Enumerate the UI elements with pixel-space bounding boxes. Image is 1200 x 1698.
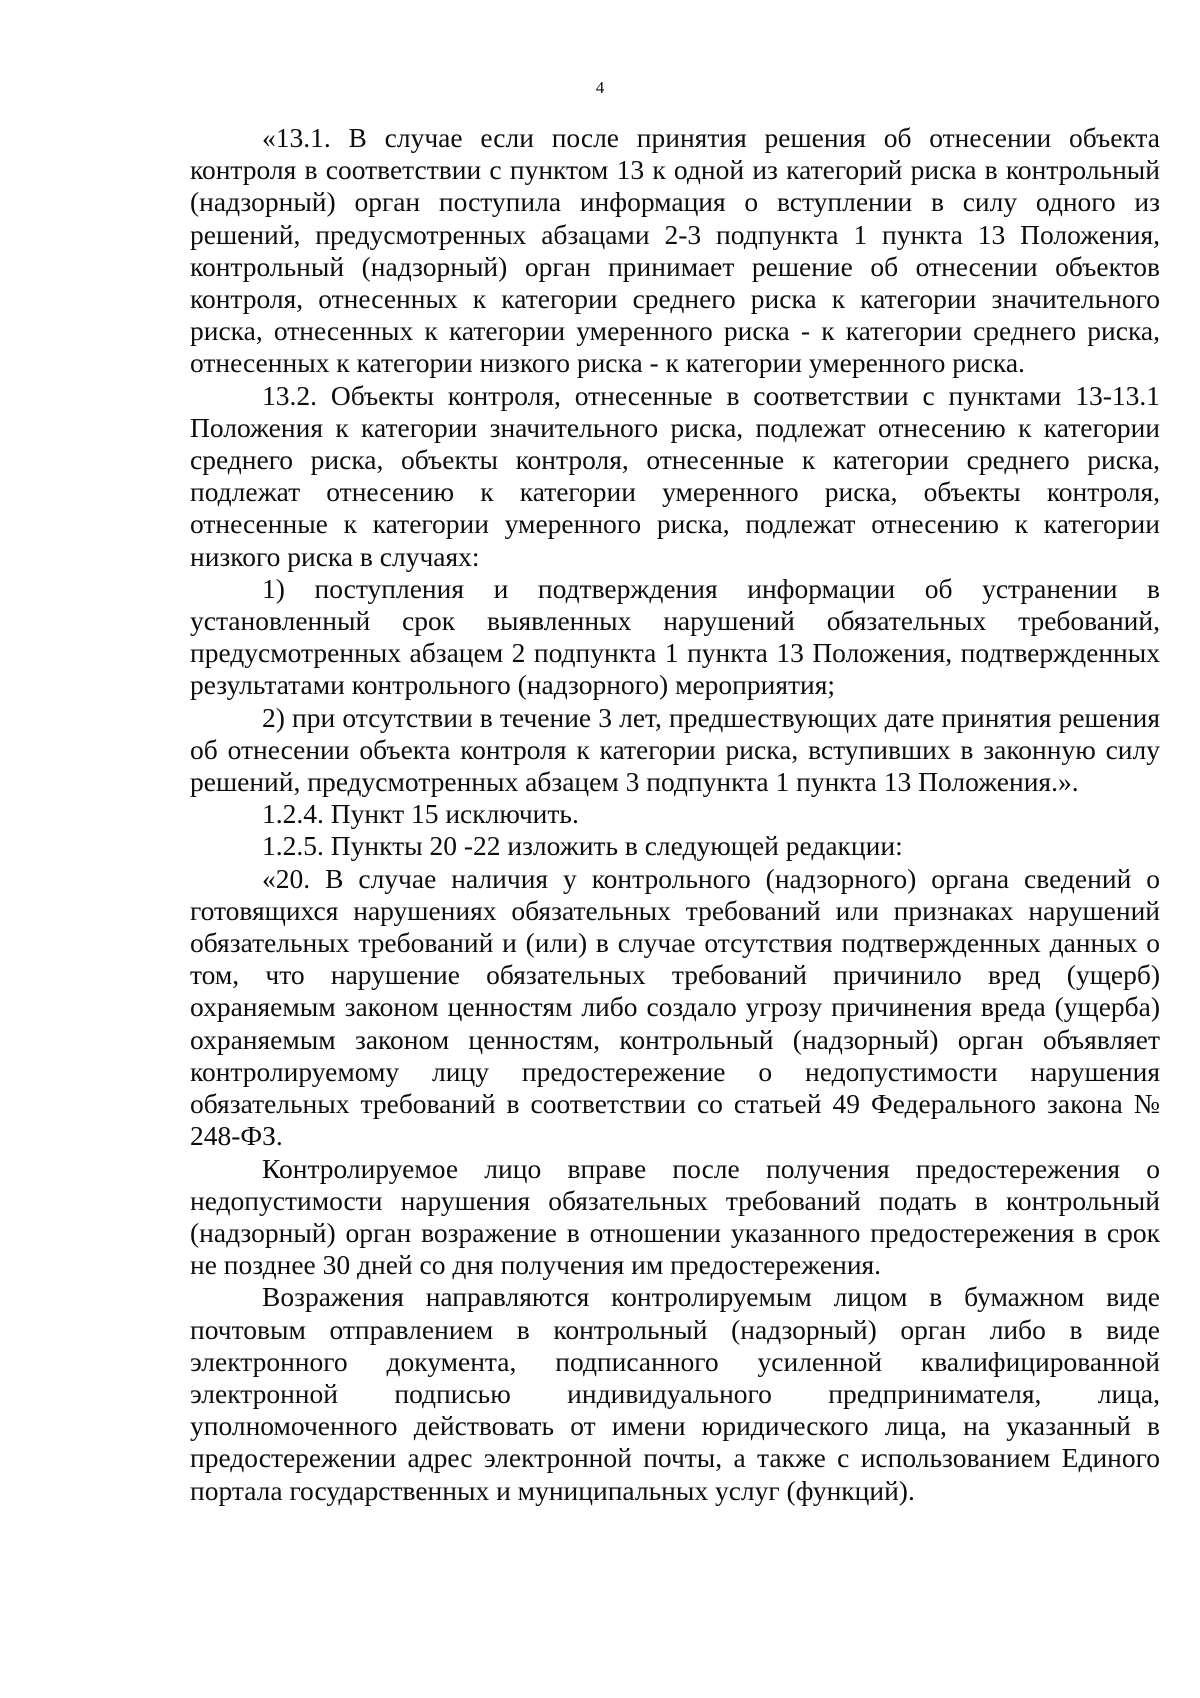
paragraph-1-2-5: 1.2.5. Пункты 20 -22 изложить в следующей редакции:	[262, 830, 903, 862]
paragraph-1-2-4: 1.2.4. Пункт 15 исключить.	[262, 798, 579, 830]
paragraph-objection-right: Контролируемое лицо вправе после получения предостережения о недопустимости нарушения обязательных требований подать в контрольный (надзорный) орган возражение в отношении указанного предостережения в срок не позднее 30 дней со дня получения им предостережения.	[190, 1152, 1160, 1281]
paragraph-13-1: «13.1. В случае если после принятия решения об отнесении объекта контроля в соответствии с пунктом 13 к одной из категорий риска в контрольный (надзорный) орган поступила информация о вступлении в силу одного из решений, предусмотренных абзацами 2-3 подпункта 1 пункта 13 Положения, контрольный (надзорный) орган принимает решение об отнесении объектов контроля, отнесенных к категории среднего риска к категории значительного риска, отнесенных к категории умеренного риска - к категории среднего риска, отнесенных к категории низкого риска - к категории умеренного риска.	[190, 122, 1160, 379]
paragraph-objection-delivery: Возражения направляются контролируемым лицом в бумажном виде почтовым отправлением в контрольный (надзорный) орган либо в виде электронного документа, подписанного усиленной квалифицированной электронной подписью индивидуального предпринимателя, лица, уполномоченного действовать от имени юридического лица, на указанный в предостережении адрес электронной почты, а также с использованием Единого портала государственных и муниципальных услуг (функций).	[190, 1281, 1160, 1506]
list-item-1: 1) поступления и подтверждения информации об устранении в установленный срок выявленных нарушений обязательных требований, предусмотренных абзацем 2 подпункта 1 пункта 13 Положения, подтвержденных результатами контрольного (надзорного) мероприятия;	[190, 572, 1160, 701]
document-body	[190, 122, 1160, 1507]
page-number: 4	[595, 78, 605, 97]
paragraph-20: «20. В случае наличия у контрольного (надзорного) органа сведений о готовящихся нарушениях обязательных требований или признаках нарушений обязательных требований и (или) в случае отсутствия подтвержденных данных о том, что нарушение обязательных требований причинило вред (ущерб) охраняемым законом ценностям либо создало угрозу причинения вреда (ущерба) охраняемым законом ценностям, контрольный (надзорный) орган объявляет контролируемому лицу предостережение о недопустимости нарушения обязательных требований в соответствии со статьей 49 Федерального закона № 248-ФЗ.	[190, 862, 1160, 1152]
paragraph-13-2: 13.2. Объекты контроля, отнесенные в соответствии с пунктами 13-13.1 Положения к категории значительного риска, подлежат отнесению к категории среднего риска, объекты контроля, отнесенные к категории среднего риска, подлежат отнесению к категории умеренного риска, объекты контроля, отнесенные к категории умеренного риска, подлежат отнесению к категории низкого риска в случаях:	[190, 379, 1160, 572]
list-item-2: 2) при отсутствии в течение 3 лет, предшествующих дате принятия решения об отнесении объекта контроля к категории риска, вступивших в законную силу решений, предусмотренных абзацем 3 подпункта 1 пункта 13 Положения.».	[190, 701, 1160, 798]
